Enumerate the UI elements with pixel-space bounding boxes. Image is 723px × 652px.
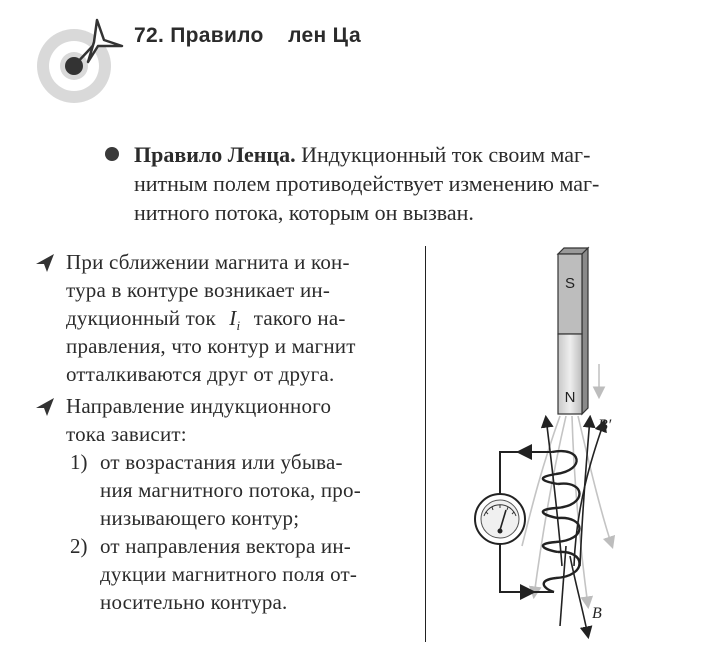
- label-b-prime: B′: [598, 417, 612, 434]
- bullet-dot: [105, 147, 119, 161]
- target-icon: [34, 16, 134, 110]
- rule-line-3: нитного потока, которым он вызван.: [134, 200, 474, 225]
- label-b: B: [592, 605, 602, 622]
- rule-line-1: [134, 140, 590, 169]
- list-item-line: от направления вектора ин-: [100, 534, 351, 558]
- column-divider: [425, 246, 426, 642]
- rule-line-1-text: Индукционный ток своим маг-: [295, 142, 591, 167]
- galvanometer: [475, 494, 525, 544]
- list-item-line: низывающего контур;: [100, 506, 300, 530]
- list-item-line: ния магнитного потока, про-: [100, 478, 361, 502]
- note1-line-4: правления, что контур и магнит: [66, 334, 356, 358]
- rule-lead: Правило Ленца.: [134, 142, 296, 167]
- note1-line-3-rest: такого на-: [253, 306, 346, 330]
- note1-line-5: отталкиваются друг от друга.: [66, 362, 335, 386]
- list-item-line: от возрастания или убыва-: [100, 450, 343, 474]
- list-item-line: дукции магнитного поля от-: [100, 562, 358, 586]
- rule-line-2: нитным полем противодействует изменению маг-: [134, 171, 600, 196]
- note1-line-1: При сближении магнита и кон-: [66, 250, 350, 274]
- note2-line-1: Направление индукционного: [66, 394, 332, 418]
- page-title: 72. Правило лен Ца: [134, 24, 362, 47]
- arrow-pointer-icon: [34, 396, 56, 418]
- current-symbol-sub: i: [236, 318, 241, 334]
- note1-line-2: тура в контуре возникает ин-: [66, 278, 331, 302]
- magnet-pole-n: N: [564, 389, 576, 406]
- arrow-pointer-icon: [34, 252, 56, 274]
- current-symbol: I: [229, 306, 237, 330]
- magnet-pole-s: S: [564, 275, 576, 292]
- note1-line-3-text: дукционный ток: [66, 306, 216, 330]
- note2-line-2: тока зависит:: [66, 422, 187, 446]
- list-item-number: 2): [70, 534, 88, 558]
- list-item-number: 1): [70, 450, 88, 474]
- lenz-law-figure: [462, 246, 642, 646]
- list-item-line: носительно контура.: [100, 590, 288, 614]
